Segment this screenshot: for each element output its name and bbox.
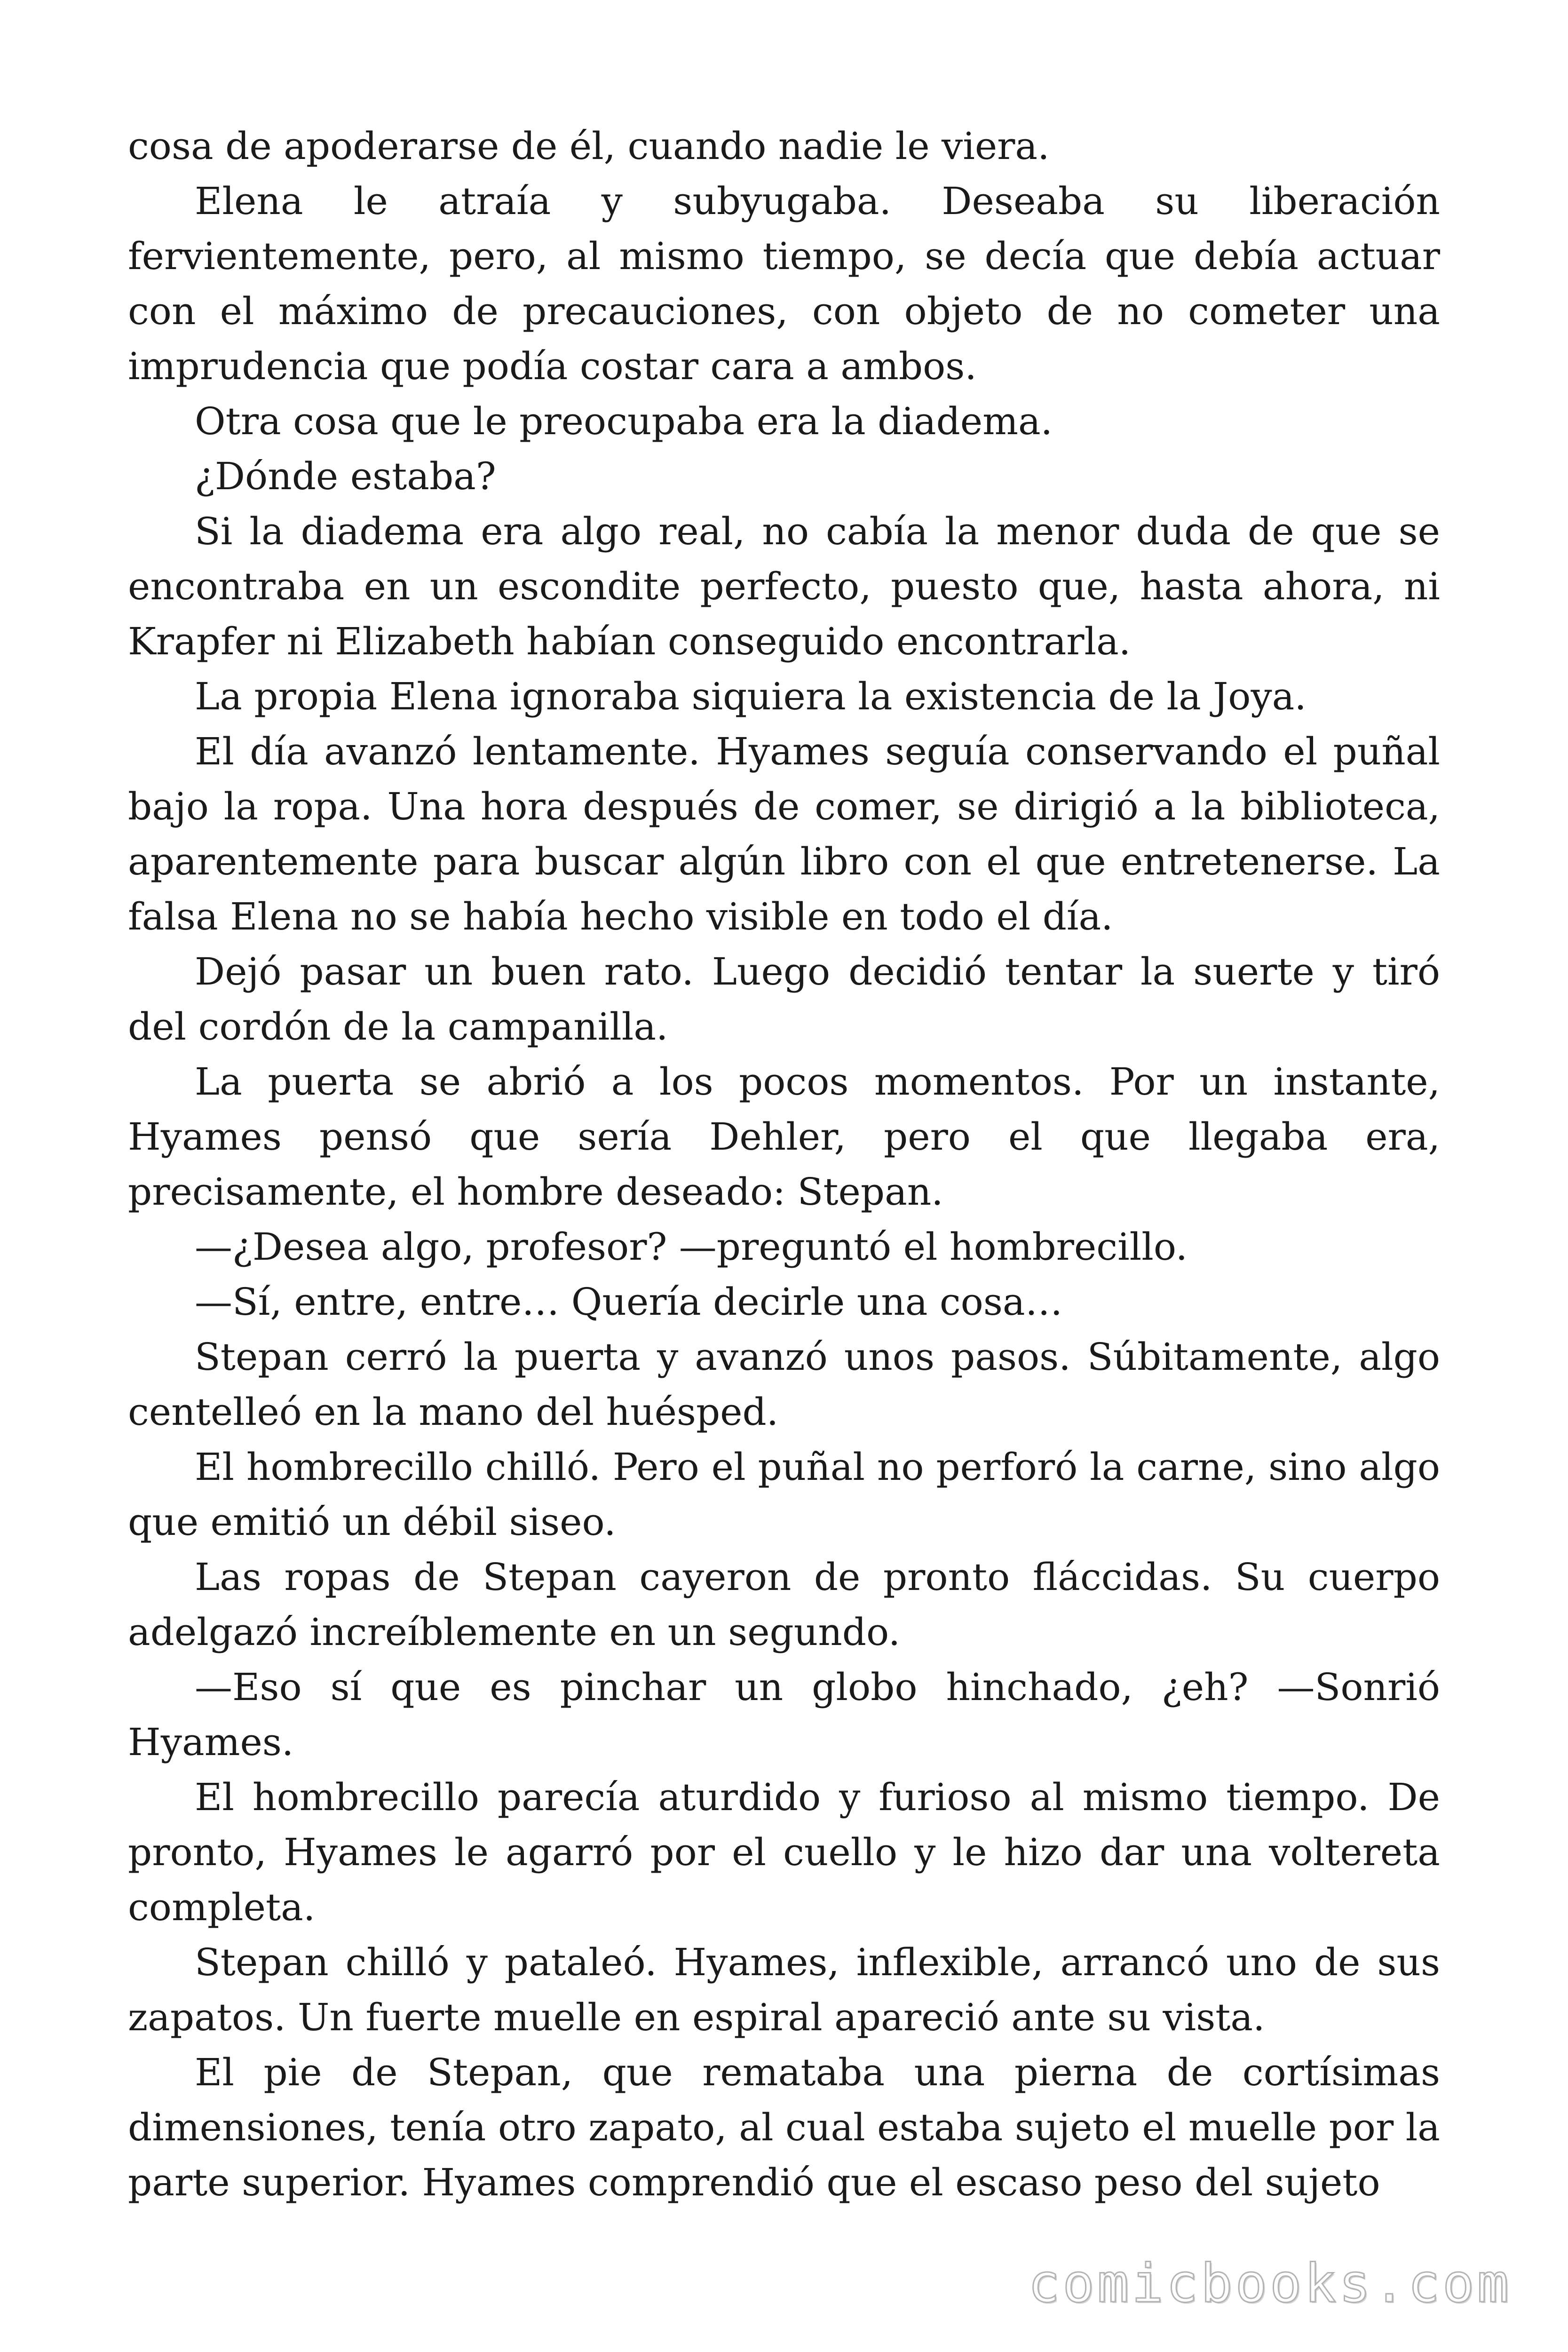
paragraph: Stepan chilló y pataleó. Hyames, inflexible, arrancó uno de sus zapatos. Un fuerte muelle en espiral apareció ante su vista. [128,1940,1440,2039]
paragraph: El día avanzó lentamente. Hyames seguía conservando el puñal bajo la ropa. Una hora después de comer, se dirigió a la biblioteca, aparentemente para buscar algún libro con el que entretenerse. La falsa Elena no se había hecho visible en todo el día. [128,730,1440,938]
dialogue-paragraph: —¿Desea algo, profesor? —preguntó el hombrecillo. [195,1225,1188,1269]
paragraph: Elena le atraía y subyugaba. Deseaba su liberación fervientemente, pero, al mismo tiempo, se decía que debía actuar con el máximo de precauciones, con objeto de no cometer una imprudencia que podía costar cara a ambos. [128,179,1440,388]
dialogue-paragraph: —Sí, entre, entre… Quería decirle una cosa… [195,1280,1063,1324]
paragraph: Otra cosa que le preocupaba era la diadema. [195,399,1053,443]
paragraph: La propia Elena ignoraba siquiera la existencia de la Joya. [195,675,1307,718]
paragraph: El pie de Stepan, que remataba una pierna de cortísimas dimensiones, tenía otro zapato, al cual estaba sujeto el muelle por la parte superior. Hyames comprendió que el escaso peso del sujeto [128,2050,1440,2204]
paragraph: ¿Dónde estaba? [195,454,496,498]
paragraph: cosa de apoderarse de él, cuando nadie le viera. [128,124,1050,168]
site-watermark: comicbooks.com [1028,2253,1512,2314]
page-text-block [128,119,1440,2210]
paragraph: Dejó pasar un buen rato. Luego decidió tentar la suerte y tiró del cordón de la campanilla. [128,950,1440,1049]
paragraph: La puerta se abrió a los pocos momentos. Por un instante, Hyames pensó que sería Dehler, pero el que llegaba era, precisamente, el hombre deseado: Stepan. [128,1060,1440,1214]
paragraph: El hombrecillo chilló. Pero el puñal no perforó la carne, sino algo que emitió un débil siseo. [128,1445,1440,1544]
paragraph: Stepan cerró la puerta y avanzó unos pasos. Súbitamente, algo centelleó en la mano del huésped. [128,1335,1440,1434]
paragraph: Las ropas de Stepan cayeron de pronto fláccidas. Su cuerpo adelgazó increíblemente en un segundo. [128,1555,1440,1654]
paragraph: Si la diadema era algo real, no cabía la menor duda de que se encontraba en un escondite perfecto, puesto que, hasta ahora, ni Krapfer ni Elizabeth habían conseguido encontrarla. [128,509,1440,663]
paragraph: El hombrecillo parecía aturdido y furioso al mismo tiempo. De pronto, Hyames le agarró por el cuello y le hizo dar una voltereta completa. [128,1775,1440,1929]
dialogue-paragraph: —Eso sí que es pinchar un globo hinchado, ¿eh? —Sonrió Hyames. [128,1665,1440,1764]
